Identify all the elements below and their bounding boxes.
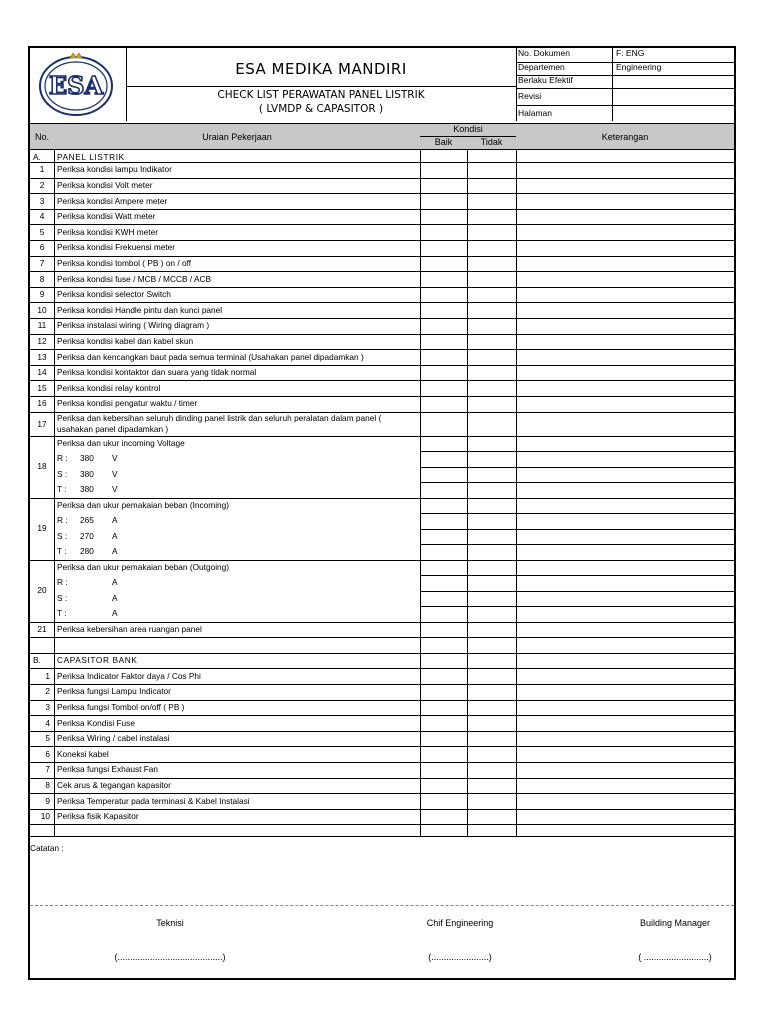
capacitor-item-text: Periksa fungsi Tombol on/off ( PB ) <box>57 701 185 712</box>
row-number: 2 <box>45 686 50 697</box>
logo-text: ESA <box>48 71 104 100</box>
measure-tidak-cell[interactable] <box>467 560 516 622</box>
phase-value: 380 <box>80 484 94 495</box>
checklist-item-text: Periksa kondisi Handle pintu dan kunci panel <box>57 304 223 315</box>
row-tidak-cell[interactable] <box>467 793 516 809</box>
logo-cell <box>30 48 127 121</box>
checklist-item-text: Periksa kondisi selector Switch <box>57 289 171 300</box>
row-number: 11 <box>37 320 47 331</box>
row-keterangan-cell[interactable] <box>516 684 734 700</box>
phase-unit: A <box>112 577 118 588</box>
checklist-item-text: Periksa kondisi fuse / MCB / MCCB / ACB <box>57 273 211 284</box>
row-tidak-cell[interactable] <box>467 731 516 747</box>
measure-tidak-cell[interactable] <box>467 436 516 498</box>
phase-label: S : <box>57 530 68 541</box>
phase-label: T : <box>57 484 67 495</box>
row-tidak-cell[interactable] <box>467 240 516 256</box>
row-baik-cell[interactable] <box>420 334 467 350</box>
meta-label: Halaman <box>518 108 553 118</box>
row-baik-cell[interactable] <box>420 809 467 825</box>
header-uraian: Uraian Pekerjaan <box>202 132 272 142</box>
row-tidak-cell[interactable] <box>467 193 516 209</box>
row-baik-cell[interactable] <box>420 162 467 178</box>
row-baik-cell[interactable] <box>420 762 467 778</box>
row-tidak-cell[interactable] <box>467 334 516 350</box>
phase-label: R : <box>57 577 68 588</box>
phase-unit: A <box>112 546 118 557</box>
row-tidak-cell[interactable] <box>467 715 516 731</box>
meta-row <box>516 62 736 76</box>
measure-tidak-cell[interactable] <box>467 498 516 560</box>
row-keterangan-cell[interactable] <box>516 162 734 178</box>
phase-value: 270 <box>80 530 94 541</box>
row-baik-cell[interactable] <box>420 318 467 334</box>
row-tidak-cell[interactable] <box>467 349 516 365</box>
phase-value: 380 <box>80 453 94 464</box>
row-number: 10 <box>40 811 50 822</box>
measure-keterangan-cell[interactable] <box>516 436 734 498</box>
row-number: 13 <box>37 351 47 362</box>
checklist-item-text: Periksa kondisi Ampere meter <box>57 195 168 206</box>
phase-unit: V <box>112 468 118 479</box>
meta-row <box>516 48 736 63</box>
row-number: 21 <box>37 623 47 634</box>
row-keterangan-cell[interactable] <box>516 622 734 638</box>
section-b-title: CAPASITOR BANK <box>57 654 138 665</box>
signature-teknisi-role: Teknisi <box>156 918 184 928</box>
measure-baik-cell[interactable] <box>420 436 467 498</box>
row-baik-cell[interactable] <box>420 256 467 272</box>
row-tidak-cell[interactable] <box>467 746 516 762</box>
signature-teknisi-line[interactable]: (..........................................) <box>114 952 226 962</box>
row-tidak-cell[interactable] <box>467 684 516 700</box>
row-keterangan-cell[interactable] <box>516 731 734 747</box>
row-keterangan-cell[interactable] <box>516 365 734 381</box>
row-number: 15 <box>37 382 47 393</box>
section-a-title: PANEL LISTRIK <box>57 152 125 162</box>
row-keterangan-cell[interactable] <box>516 762 734 778</box>
row-number: 3 <box>45 701 50 712</box>
row-keterangan-cell[interactable] <box>516 240 734 256</box>
phase-value: 380 <box>80 468 94 479</box>
phase-label: T : <box>57 546 67 557</box>
row-tidak-cell[interactable] <box>467 778 516 794</box>
meta-value: Engineering <box>612 62 734 75</box>
row-number: 8 <box>39 273 45 284</box>
meta-row <box>516 105 736 121</box>
row-baik-cell[interactable] <box>420 684 467 700</box>
title-cell <box>126 48 517 121</box>
row-number: 4 <box>45 717 50 728</box>
checklist-item-text: Periksa kondisi tombol ( PB ) on / off <box>57 257 192 268</box>
row-keterangan-cell[interactable] <box>516 256 734 272</box>
header-no: No. <box>34 132 49 142</box>
section-a-label: A. <box>33 152 41 162</box>
row-tidak-cell[interactable] <box>467 412 516 436</box>
row-keterangan-cell[interactable] <box>516 318 734 334</box>
measure-baik-cell[interactable] <box>420 498 467 560</box>
row-tidak-cell[interactable] <box>467 762 516 778</box>
section-b-label: B. <box>33 654 41 665</box>
checklist-item-text: Periksa dan kencangkan baut pada semua terminal (Usahakan panel dipadamkan ) <box>57 351 364 362</box>
checklist-item-text: Periksa instalasi wiring ( Wiring diagram ) <box>57 320 210 331</box>
capacitor-item-text: Periksa Wiring / cabel instalasi <box>57 733 170 744</box>
capacitor-item-text: Cek arus & tegangan kapasitor <box>57 779 171 790</box>
row-tidak-cell[interactable] <box>467 209 516 225</box>
row-number: 4 <box>39 211 45 222</box>
phase-unit: A <box>112 592 118 603</box>
header-keterangan: Keterangan <box>601 132 649 142</box>
meta-row <box>516 88 736 106</box>
company-logo <box>30 48 126 121</box>
row-number: 10 <box>37 304 47 315</box>
row-baik-cell[interactable] <box>420 778 467 794</box>
row-keterangan-cell[interactable] <box>516 380 734 396</box>
checklist-form <box>28 46 736 980</box>
document-meta <box>516 48 736 121</box>
capacitor-item-text: Periksa Indicator Faktor daya / Cos Phi <box>57 670 201 681</box>
row-number: 20 <box>37 584 47 595</box>
checklist-item-text: Periksa dan ukur incoming Voltage <box>57 437 185 448</box>
row-number: 19 <box>37 522 47 533</box>
row-number: 9 <box>45 795 50 806</box>
measure-keterangan-cell[interactable] <box>516 498 734 560</box>
signature-manager-role: Building Manager <box>639 918 711 928</box>
row-keterangan-cell[interactable] <box>516 746 734 762</box>
row-baik-cell[interactable] <box>420 412 467 436</box>
row-keterangan-cell[interactable] <box>516 302 734 318</box>
phase-unit: V <box>112 453 118 464</box>
phase-label: R : <box>57 515 68 526</box>
row-keterangan-cell[interactable] <box>516 412 734 436</box>
company-name: ESA MEDIKA MANDIRI <box>235 60 407 78</box>
checklist-item-text: Periksa dan kebersihan seluruh dinding panel listrik dan seluruh peralatan dalam panel ( usahakan panel dipadamkan ) <box>57 412 382 434</box>
row-baik-cell[interactable] <box>420 224 467 240</box>
signature-area <box>30 905 734 981</box>
row-tidak-cell[interactable] <box>467 162 516 178</box>
row-keterangan-cell[interactable] <box>516 193 734 209</box>
row-tidak-cell[interactable] <box>467 396 516 412</box>
row-number: 9 <box>39 289 45 300</box>
notes-label: Catatan : <box>30 843 64 853</box>
signature-manager-line[interactable]: ( ..........................) <box>638 952 712 962</box>
row-tidak-cell[interactable] <box>467 224 516 240</box>
phase-label: R : <box>57 453 68 464</box>
phase-value: 280 <box>80 546 94 557</box>
checklist-item-text: Periksa kondisi kabel dan kabel skun <box>57 335 194 346</box>
meta-label: Departemen <box>518 62 565 72</box>
row-number: 1 <box>39 164 45 175</box>
header-baik: Baik <box>434 137 453 147</box>
row-tidak-cell[interactable] <box>467 318 516 334</box>
row-tidak-cell[interactable] <box>467 668 516 684</box>
row-number: 18 <box>37 460 47 471</box>
row-number: 7 <box>39 257 45 268</box>
row-keterangan-cell[interactable] <box>516 778 734 794</box>
phase-unit: V <box>112 484 118 495</box>
meta-value <box>612 105 734 121</box>
form-title: CHECK LIST PERAWATAN PANEL LISTRIK <box>217 89 425 101</box>
row-tidak-cell[interactable] <box>467 178 516 194</box>
phase-unit: A <box>112 515 118 526</box>
row-number: 6 <box>45 748 50 759</box>
header-tidak: Tidak <box>480 137 503 147</box>
meta-row <box>516 75 736 89</box>
checklist-item-text: Periksa kebersihan area ruangan panel <box>57 623 202 634</box>
row-tidak-cell[interactable] <box>467 622 516 638</box>
checklist-item-text: Periksa dan ukur pemakaian beban (Incoming) <box>57 499 230 510</box>
row-keterangan-cell[interactable] <box>516 715 734 731</box>
row-baik-cell[interactable] <box>420 396 467 412</box>
header-kondisi: Kondisi <box>453 124 483 134</box>
row-baik-cell[interactable] <box>420 746 467 762</box>
row-number: 8 <box>45 779 50 790</box>
row-keterangan-cell[interactable] <box>516 700 734 716</box>
meta-value <box>612 75 734 88</box>
row-baik-cell[interactable] <box>420 349 467 365</box>
signature-chief-line[interactable]: (.......................) <box>428 952 492 962</box>
row-keterangan-cell[interactable] <box>516 287 734 303</box>
phase-label: S : <box>57 592 68 603</box>
measure-baik-cell[interactable] <box>420 560 467 622</box>
row-number: 7 <box>45 764 50 775</box>
capacitor-item-text: Periksa fungsi Exhaust Fan <box>57 764 158 775</box>
row-number: 5 <box>45 733 50 744</box>
phase-label: S : <box>57 468 68 479</box>
row-baik-cell[interactable] <box>420 365 467 381</box>
row-keterangan-cell[interactable] <box>516 334 734 350</box>
capacitor-item-text: Periksa Temperatur pada terminasi & Kabel Instalasi <box>57 795 250 806</box>
capacitor-item-text: Periksa fisik Kapasitor <box>57 811 139 822</box>
meta-label: No. Dokumen <box>518 48 570 58</box>
row-baik-cell[interactable] <box>420 715 467 731</box>
row-baik-cell[interactable] <box>420 793 467 809</box>
row-baik-cell[interactable] <box>420 622 467 638</box>
checklist-item-text: Periksa kondisi Volt meter <box>57 179 153 190</box>
capacitor-item-text: Koneksi kabel <box>57 748 109 759</box>
signature-chief-role: Chif Engineering <box>426 918 494 928</box>
phase-label: T : <box>57 608 67 619</box>
row-baik-cell[interactable] <box>420 178 467 194</box>
row-number: 14 <box>37 367 47 378</box>
meta-value: F: ENG <box>612 48 734 62</box>
checklist-item-text: Periksa kondisi KWH meter <box>57 226 158 237</box>
meta-value <box>612 88 734 105</box>
notes-area[interactable] <box>30 843 734 905</box>
row-number: 3 <box>39 195 45 206</box>
capacitor-item-text: Periksa Kondisi Fuse <box>57 717 135 728</box>
row-tidak-cell[interactable] <box>467 287 516 303</box>
row-number: 2 <box>39 179 45 190</box>
row-number: 16 <box>37 398 47 409</box>
checklist-item-text: Periksa dan ukur pemakaian beban (Outgoing) <box>57 561 230 572</box>
row-baik-cell[interactable] <box>420 302 467 318</box>
capacitor-item-text: Periksa fungsi Lampu Indicator <box>57 686 171 697</box>
row-keterangan-cell[interactable] <box>516 224 734 240</box>
row-keterangan-cell[interactable] <box>516 396 734 412</box>
form-subtitle: ( LVMDP & CAPASITOR ) <box>258 103 384 115</box>
form-header <box>30 48 734 123</box>
row-keterangan-cell[interactable] <box>516 178 734 194</box>
checklist-item-text: Periksa kondisi lampu Indikator <box>57 164 172 175</box>
meta-label: Revisi <box>518 91 542 101</box>
row-keterangan-cell[interactable] <box>516 809 734 825</box>
row-baik-cell[interactable] <box>420 240 467 256</box>
row-tidak-cell[interactable] <box>467 809 516 825</box>
row-tidak-cell[interactable] <box>467 700 516 716</box>
table-header <box>30 123 734 150</box>
row-baik-cell[interactable] <box>420 193 467 209</box>
checklist-item-text: Periksa kondisi relay kontrol <box>57 382 161 393</box>
row-baik-cell[interactable] <box>420 287 467 303</box>
row-baik-cell[interactable] <box>420 700 467 716</box>
phase-unit: A <box>112 530 118 541</box>
row-number: 1 <box>45 670 50 681</box>
checklist-item-text: Periksa kondisi pengatur waktu / timer <box>57 398 198 409</box>
row-number: 17 <box>37 418 47 429</box>
row-baik-cell[interactable] <box>420 209 467 225</box>
row-number: 5 <box>39 226 45 237</box>
meta-label: Berlaku Efektif <box>518 75 573 85</box>
row-tidak-cell[interactable] <box>467 302 516 318</box>
row-baik-cell[interactable] <box>420 380 467 396</box>
row-keterangan-cell[interactable] <box>516 349 734 365</box>
row-keterangan-cell[interactable] <box>516 668 734 684</box>
row-keterangan-cell[interactable] <box>516 793 734 809</box>
row-tidak-cell[interactable] <box>467 380 516 396</box>
row-baik-cell[interactable] <box>420 271 467 287</box>
row-tidak-cell[interactable] <box>467 365 516 381</box>
checklist-item-text: Periksa kondisi kontaktor dan suara yang tidak normal <box>57 367 257 378</box>
row-number: 12 <box>37 335 47 346</box>
measure-keterangan-cell[interactable] <box>516 560 734 622</box>
row-tidak-cell[interactable] <box>467 256 516 272</box>
checklist-item-text: Periksa kondisi Watt meter <box>57 211 156 222</box>
row-keterangan-cell[interactable] <box>516 209 734 225</box>
row-keterangan-cell[interactable] <box>516 271 734 287</box>
row-baik-cell[interactable] <box>420 731 467 747</box>
row-number: 6 <box>39 242 45 253</box>
phase-unit: A <box>112 608 118 619</box>
checklist-item-text: Periksa kondisi Frekuensi meter <box>57 242 176 253</box>
row-tidak-cell[interactable] <box>467 271 516 287</box>
phase-value: 265 <box>80 515 94 526</box>
row-baik-cell[interactable] <box>420 668 467 684</box>
